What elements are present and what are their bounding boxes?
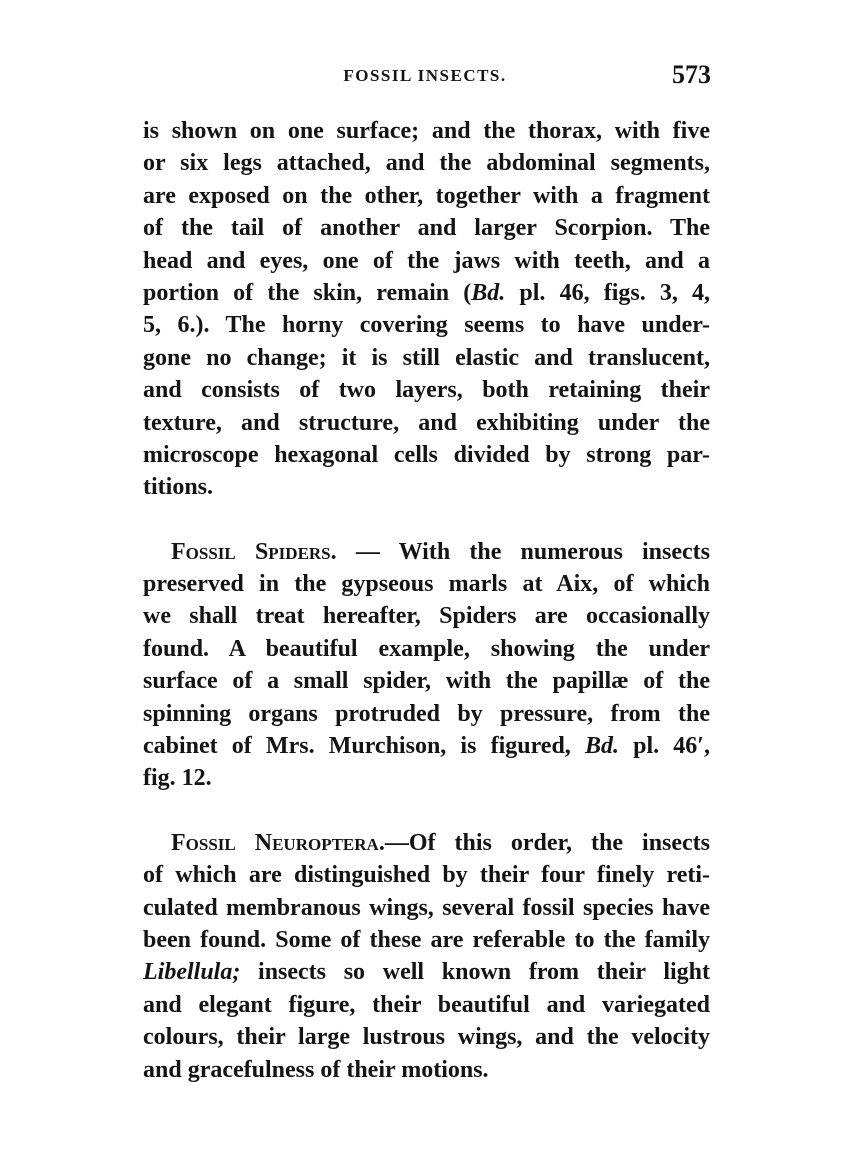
page-number: 573 <box>672 60 711 89</box>
text-line <box>143 827 710 859</box>
text-line: microscope hexagonal cells divided by strong par- <box>143 441 710 468</box>
section-heading: Fossil Spiders. <box>171 538 337 565</box>
text-line: spinning organs protruded by pressure, from the <box>143 700 710 727</box>
text-line: head and eyes, one of the jaws with teeth, and a <box>143 247 710 274</box>
text-line: fig. 12. <box>143 765 212 792</box>
text-run: cabinet of Mrs. Murchison, is figured, <box>143 733 585 760</box>
reference-italic: Bd. <box>584 733 619 760</box>
text-line: 5, 6.). The horny covering seems to have under- <box>143 312 710 339</box>
text-line: culated membranous wings, several fossil species have <box>143 894 710 921</box>
paragraph-scorpion <box>143 115 710 504</box>
text-run: pl. 46′, <box>618 733 710 760</box>
running-head <box>0 60 850 92</box>
paragraph-gap <box>143 504 710 536</box>
text-line: found. A beautiful example, showing the under <box>143 635 710 662</box>
section-heading: Fossil Neuroptera. <box>171 829 385 856</box>
text-line <box>143 730 710 762</box>
running-title: FOSSIL INSECTS. <box>343 66 507 85</box>
text-line: preserved in the gypseous marls at Aix, of which <box>143 571 710 598</box>
text-run: Of this order, the insects <box>408 829 711 856</box>
text-line: is shown on one surface; and the thorax, with five <box>143 118 710 144</box>
text-line <box>143 956 710 988</box>
text-line: gone no change; it is still elastic and translucent, <box>143 344 710 371</box>
text-line: been found. Some of these are referable to the family <box>143 926 710 953</box>
paragraph-fossil-spiders <box>143 536 710 795</box>
reference-italic: Bd. <box>471 279 506 306</box>
heading-dash: — <box>384 829 409 856</box>
heading-dash: — <box>336 538 399 565</box>
text-line: and elegant figure, their beautiful and variegated <box>143 991 710 1018</box>
text-run: With the numerous insects <box>398 538 710 565</box>
text-line: colours, their large lustrous wings, and the velocity <box>143 1024 710 1051</box>
text-line: or six legs attached, and the abdominal segments, <box>143 150 710 177</box>
text-line <box>143 536 710 568</box>
text-line: surface of a small spider, with the papillæ of the <box>143 668 710 695</box>
genus-italic: Libellula; <box>143 959 241 986</box>
paragraph-gap <box>143 795 710 827</box>
text-line: of the tail of another and larger Scorpion. The <box>143 215 710 242</box>
paragraph-fossil-neuroptera <box>143 827 710 1086</box>
text-line: and gracefulness of their motions. <box>143 1056 489 1083</box>
text-run: portion of the skin, remain ( <box>143 279 472 306</box>
text-run: insects so well known from their light <box>240 959 710 986</box>
text-line: are exposed on the other, together with a fragment <box>143 182 710 209</box>
text-line: titions. <box>143 474 214 501</box>
text-run: pl. 46, figs. 3, 4, <box>505 279 710 306</box>
text-line: and consists of two layers, both retaining their <box>143 377 710 404</box>
page-body <box>143 115 710 1086</box>
text-line: of which are distinguished by their four finely reti- <box>143 862 710 889</box>
text-line <box>143 277 710 309</box>
text-line: texture, and structure, and exhibiting under the <box>143 409 710 436</box>
text-line: we shall treat hereafter, Spiders are occasionally <box>143 603 710 630</box>
